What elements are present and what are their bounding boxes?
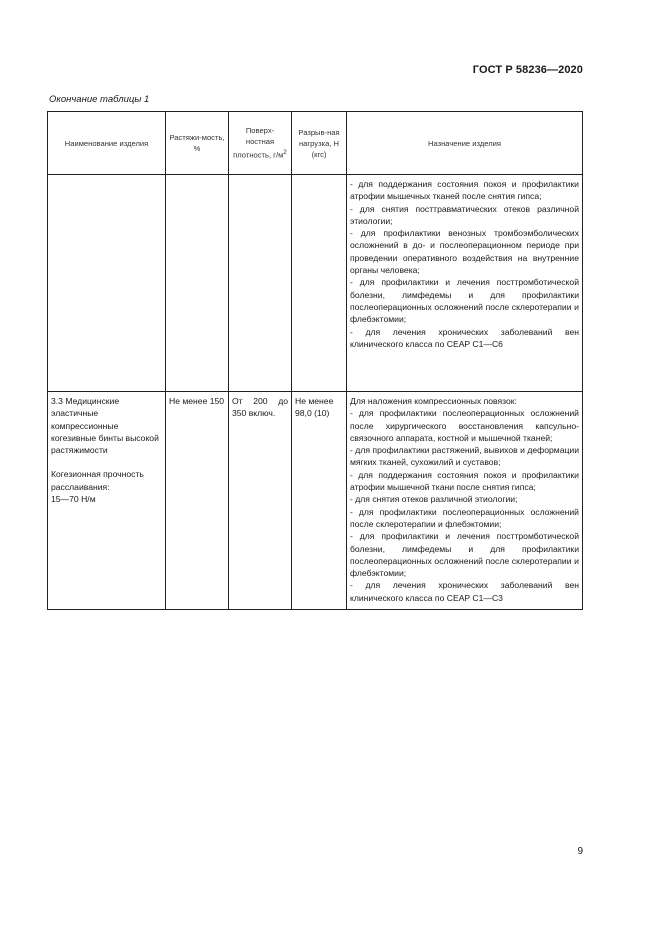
table-header-row	[48, 112, 583, 175]
purpose-item: - для лечения хронических заболеваний вен клинического класса по CEAP C1—C6	[350, 326, 579, 349]
row2-purpose-cell	[347, 392, 583, 610]
purpose-item: - для лечения хронических заболеваний вен клинического класса по CEAP C1—C3	[350, 580, 579, 603]
row1-density-cell	[229, 175, 292, 392]
col-header-purpose: Назначение изделия	[347, 112, 583, 175]
product-name: 3.3 Медицинские эластичные компрессионные когезивные бинты высокой растяжимости	[51, 396, 159, 456]
table-row	[48, 175, 583, 392]
col-header-density-text: Поверх-ностная плотность, г/м	[233, 126, 284, 160]
purpose-item: - для профилактики послеоперационных осложнений после хирургического восстановления капсульно-связочного аппарата, костной и мышечной тканей;	[350, 408, 579, 443]
purpose-item: - для профилактики и лечения посттромботической болезни, лимфедемы и для профилактики послеоперационных осложнений после склеротерапии и флебэктомии;	[350, 531, 579, 579]
purpose-item: - для поддержания состояния покоя и профилактики атрофии мышечных тканей после снятия гипса;	[350, 179, 579, 202]
purpose-item: - для профилактики растяжений, вывихов и деформации мягких тканей, сухожилий и суставов;	[350, 445, 579, 468]
col-header-density-sup: 2	[283, 149, 287, 157]
specification-table	[47, 111, 583, 610]
purpose-item: - для снятия посттравматических отеков различной этиологии;	[350, 203, 579, 226]
purpose-item: - для профилактики послеоперационных осложнений после склеротерапии и флебэктомии;	[350, 506, 579, 529]
col-header-elongation: Растяжи-мость, %	[166, 112, 229, 175]
row2-load-cell: Не менее 98,0 (10)	[292, 392, 347, 610]
row2-name-cell	[48, 392, 166, 610]
page-number: 9	[577, 846, 583, 857]
purpose-item: - для профилактики венозных тромбоэмболических осложнений в до- и послеоперационном периоде при проведении оперативного воздействия на внутренние органы человека;	[350, 228, 579, 276]
row1-purpose-cell	[347, 175, 583, 392]
purpose-item: Для наложения компрессионных повязок:	[350, 396, 517, 406]
row1-name-cell	[48, 175, 166, 392]
document-number: ГОСТ Р 58236—2020	[472, 64, 583, 76]
row1-load-cell	[292, 175, 347, 392]
row1-elongation-cell	[166, 175, 229, 392]
purpose-item: - для поддержания состояния покоя и профилактики атрофии мышечной ткани после снятия гипса;	[350, 469, 579, 493]
table-caption: Окончание таблицы 1	[49, 94, 150, 105]
row2-elongation-cell: Не менее 150	[166, 392, 229, 610]
row2-density-cell: От 200 до 350 включ.	[229, 392, 292, 610]
cohesion-label: Когезионная прочность расслаивания:	[51, 469, 144, 492]
col-header-name: Наименование изделия	[48, 112, 166, 175]
purpose-item: - для профилактики и лечения посттромботической болезни, лимфедемы и для профилактики послеоперационных осложнений после склеротерапии и флебэктомии;	[350, 277, 579, 325]
table-row	[48, 392, 583, 610]
col-header-load: Разрыв-ная нагрузка, Н (кгс)	[292, 112, 347, 175]
purpose-item: - для снятия отеков различной этиологии;	[350, 494, 518, 505]
cohesion-value: 15—70 Н/м	[51, 494, 96, 505]
col-header-density	[229, 112, 292, 175]
